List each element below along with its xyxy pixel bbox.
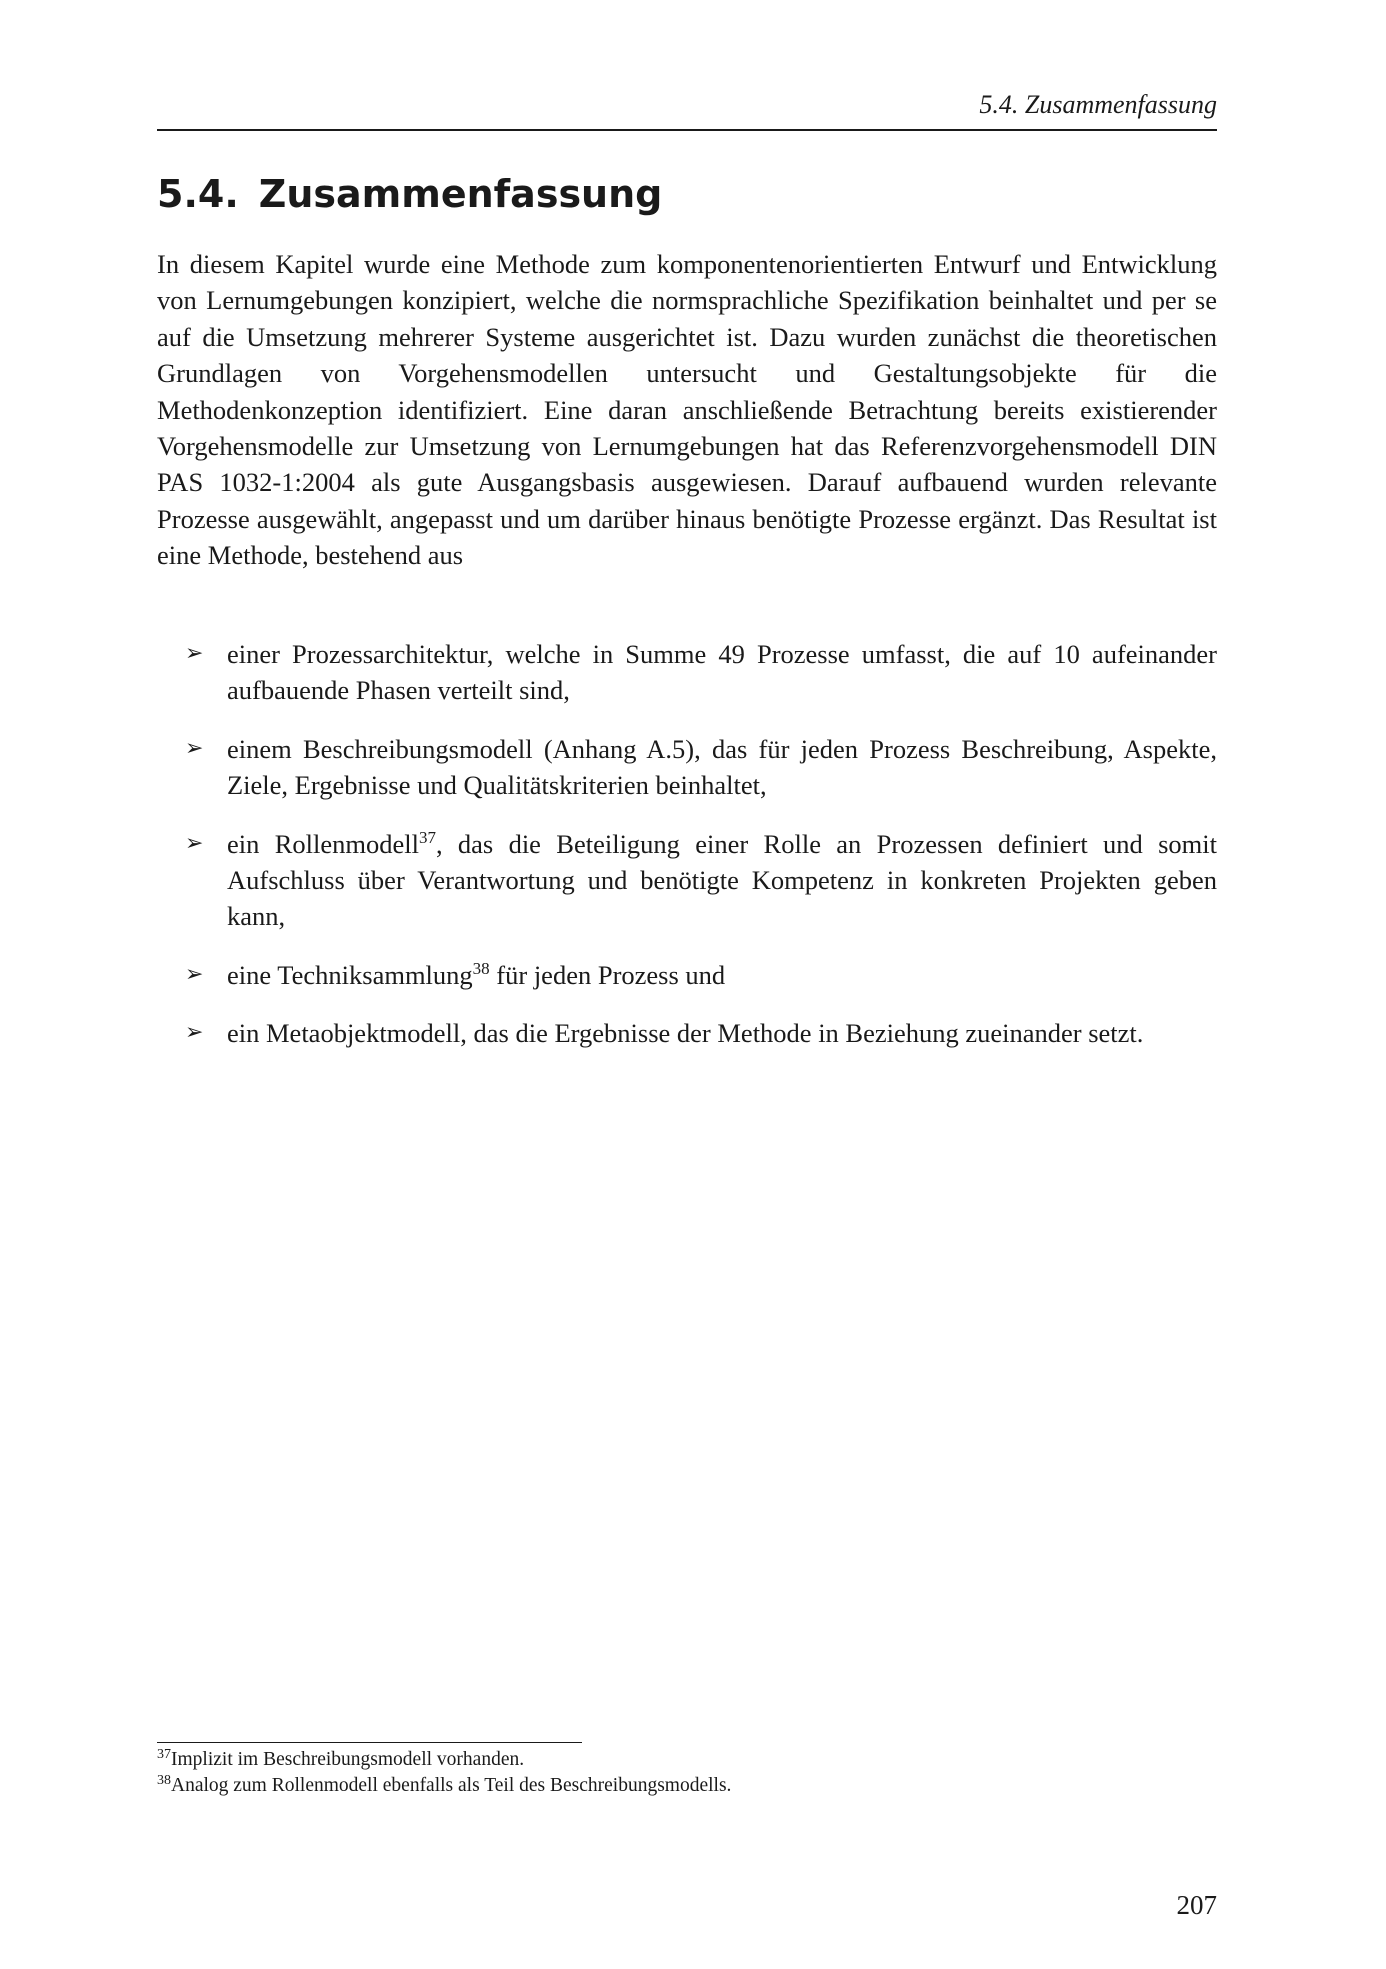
list-item-text: einem Beschreibungsmodell (Anhang A.5), das für jeden Prozess Beschreibung, Aspekte, Ziele, Ergebnisse und Qualitätskriterien beinhaltet, bbox=[227, 733, 1217, 801]
arrow-bullet-icon: ➢ bbox=[185, 830, 204, 856]
footnote-rule bbox=[157, 1742, 582, 1743]
body-paragraph: In diesem Kapitel wurde eine Methode zum komponentenorientierten Entwurf und Entwicklung von Lernumgebungen konzipiert, welche die normsprachliche Spezifikation beinhaltet und per se auf die Umsetzung mehrerer Systeme ausgerichtet ist. Dazu wurden zunächst die theoretischen Grundlagen von Vorgehensmodellen untersucht und Gestaltungsobjekte für die Methodenkonzeption identifiziert. Eine daran anschließende Betrachtung bereits existierender Vorgehensmodelle zur Umsetzung von Lernumgebungen hat das Referenzvorgehensmodell DIN PAS 1032-1:2004 als gute Ausgangsbasis ausgewiesen. Darauf aufbauend wurden relevante Prozesse ausgewählt, angepasst und um darüber hinaus benötigte Prozesse ergänzt. Das Resultat ist eine Methode, bestehend aus bbox=[157, 249, 1217, 571]
header-rule bbox=[157, 129, 1217, 131]
arrow-bullet-icon: ➢ bbox=[185, 1020, 204, 1046]
footnote-ref-38[interactable]: 38 bbox=[472, 958, 490, 978]
list-item bbox=[157, 826, 1217, 935]
arrow-bullet-icon: ➢ bbox=[185, 735, 204, 761]
list-item bbox=[157, 636, 1217, 709]
footnotes bbox=[157, 1747, 1217, 1799]
footnote-38 bbox=[157, 1773, 1217, 1799]
section-heading bbox=[157, 170, 662, 218]
footnote-mark: 38 bbox=[157, 1773, 171, 1788]
list-item-text: einer Prozessarchitektur, welche in Summe 49 Prozesse umfasst, die auf 10 aufeinander aufbauende Phasen verteilt sind, bbox=[227, 639, 1217, 706]
list-item-text-end: für jeden Prozess und bbox=[489, 959, 726, 990]
footnote-text: Implizit im Beschreibungsmodell vorhanden. bbox=[171, 1749, 525, 1770]
method-components-list bbox=[157, 636, 1217, 1074]
list-item bbox=[157, 1015, 1217, 1051]
list-item-text-start: ein Rollenmodell bbox=[227, 828, 419, 859]
footnote-text: Analog zum Rollenmodell ebenfalls als Teil des Beschreibungsmodells. bbox=[171, 1775, 732, 1796]
section-title: Zusammenfassung bbox=[258, 172, 663, 216]
footnote-mark: 37 bbox=[157, 1747, 171, 1762]
section-number: 5.4. bbox=[157, 172, 239, 216]
running-header: 5.4. Zusammenfassung bbox=[979, 90, 1217, 119]
footnote-ref-37[interactable]: 37 bbox=[418, 827, 436, 847]
list-item-text: ein Metaobjektmodell, das die Ergebnisse der Methode in Beziehung zueinander setzt. bbox=[227, 1018, 1144, 1049]
page-number: 207 bbox=[1176, 1890, 1217, 1920]
footnote-37 bbox=[157, 1747, 1217, 1773]
arrow-bullet-icon: ➢ bbox=[185, 961, 204, 987]
list-item bbox=[157, 731, 1217, 804]
arrow-bullet-icon: ➢ bbox=[185, 641, 204, 666]
list-item-text-end: , das die Beteiligung einer Rolle an Prozessen definiert und somit Aufschluss über Verantwortung und benötigte Kompetenz in konkreten Projekten geben kann, bbox=[227, 828, 1217, 932]
list-item-text-start: eine Techniksammlung bbox=[227, 959, 473, 990]
list-item bbox=[157, 957, 1217, 993]
